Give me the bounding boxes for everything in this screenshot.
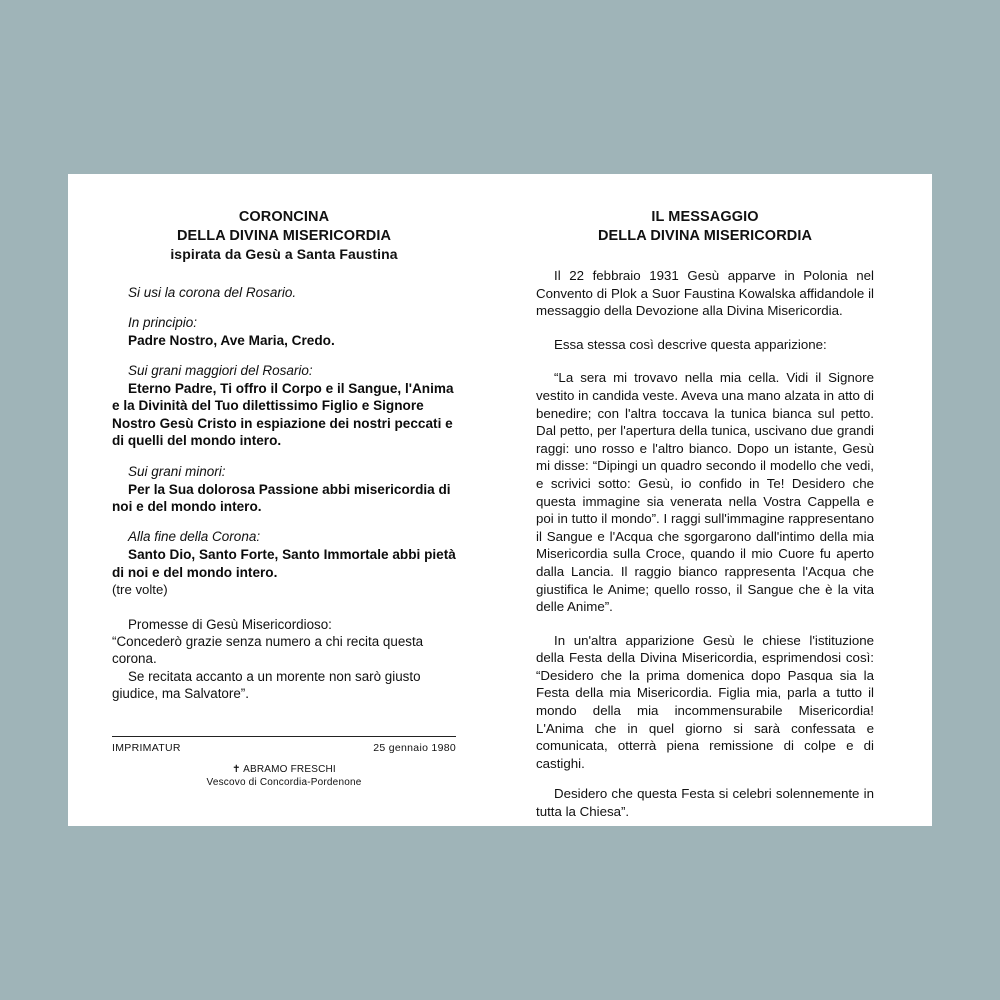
paragraph-2: Essa stessa così descrive questa apparizione:	[554, 336, 827, 352]
heading-line-2: DELLA DIVINA MISERICORDIA	[597, 227, 813, 244]
footer-divider	[112, 736, 456, 737]
bishop-see: Vescovo di Concordia-Pordenone	[206, 776, 362, 788]
heading-line-3: ispirata da Gesù a Santa Faustina	[170, 246, 398, 262]
bishop-block	[112, 763, 456, 789]
bishop-name: ✝ ABRAMO FRESCHI	[232, 763, 336, 775]
rubric-grani-maggiori: Sui grani maggiori del Rosario:	[128, 362, 313, 378]
rubric-grani-minori: Sui grani minori:	[128, 463, 226, 479]
right-column-heading	[536, 208, 874, 245]
prayer-repeat-note: (tre volte)	[112, 582, 168, 598]
heading-line-1: CORONCINA	[238, 209, 330, 225]
heading-line-1: IL MESSAGGIO	[651, 209, 759, 225]
left-column	[68, 174, 500, 826]
rubric-in-principio: In principio:	[128, 314, 198, 330]
prayer-grani-minori: Per la Sua dolorosa Passione abbi misericordia di noi e del mondo intero.	[112, 481, 451, 514]
left-column-heading	[112, 208, 456, 264]
imprimatur-label: IMPRIMATUR	[112, 741, 181, 754]
prayer-fine-corona: Santo Dio, Santo Forte, Santo Immortale abbi pietà di noi e del mondo intero.	[112, 547, 456, 580]
imprimatur-date: 25 gennaio 1980	[373, 741, 456, 754]
promise-2: Se recitata accanto a un morente non sarò giusto giudice, ma Salvatore”.	[112, 668, 421, 701]
paragraph-1: Il 22 febbraio 1931 Gesù apparve in Polonia nel Convento di Plok a Suor Faustina Kowalska affidandole il messaggio della Devozione alla Divina Misericordia.	[536, 268, 874, 319]
promises-title: Promesse di Gesù Misericordioso:	[128, 617, 332, 633]
prayer-in-principio: Padre Nostro, Ave Maria, Credo.	[128, 332, 335, 348]
rubric-fine-corona: Alla fine della Corona:	[128, 529, 261, 545]
promise-1: “Concederò grazie senza numero a chi recita questa corona.	[112, 634, 424, 667]
paragraph-4: In un'altra apparizione Gesù le chiese l'istituzione della Festa della Divina Misericordia, esprimendosi così: “Desidero che la prima domenica dopo Pasqua sia la Festa della mia Misericordia. Figlia mia, parla a tutto il mondo della mia incommensurabile Misericordia! L'Anima che in quel giorno si sarà confessata e comunicata, otterrà piena remissione di colpe e di castighi.	[536, 632, 874, 771]
right-column	[500, 174, 932, 826]
heading-line-2: DELLA DIVINA MISERICORDIA	[176, 227, 392, 244]
imprimatur-row	[112, 742, 456, 754]
rosary-instruction: Si usi la corona del Rosario.	[128, 284, 297, 300]
paragraph-5: Desidero che questa Festa si celebri solennemente in tutta la Chiesa”.	[536, 786, 874, 820]
paragraph-3: “La sera mi trovavo nella mia cella. Vidi il Signore vestito in candida veste. Aveva una mano alzata in atto di benedire; con l'altra toccava la tunica bianca sul petto. Dal petto, per l'apertura della tunica, uscivano due grandi raggi: uno rosso e l'altro bianco. Dopo un istante, Gesù mi disse: “Dipingi un quadro secondo il modello che vedi, e scrivici sotto: Gesù, io confido in Te! Desidero che questa immagine sia venerata nella Vostra Cappella e poi in tutto il mondo”. I raggi sull'immagine rappresentano il Sangue e l'Acqua che sgorgarono dall'intimo della mia Misericordia sulla Croce, quando il mio Cuore fu aperto dalla Lancia. Il raggio bianco rappresenta l'Acqua che giustifica le Anime; quello rosso, il Sangue che è la vita delle Anime”.	[536, 370, 874, 615]
prayer-grani-maggiori: Eterno Padre, Ti offro il Corpo e il Sangue, l'Anima e la Divinità del Tuo dilettissimo Figlio e Signore Nostro Gesù Cristo in espiazione dei nostri peccati e di quelli del mondo intero.	[112, 380, 454, 449]
document-page	[68, 174, 932, 826]
